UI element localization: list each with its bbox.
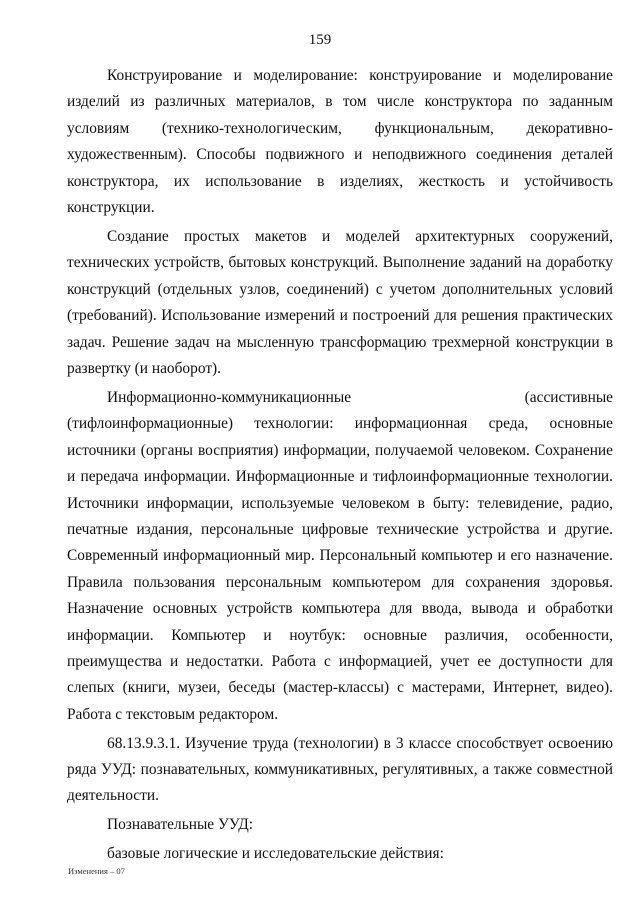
paragraph-cognitive-uud-heading: Познавательные УУД: xyxy=(107,816,253,834)
paragraph-information-technologies: Информационно-коммуникационные (ассистивные (тифлоинформационные) технологии: информационная среда, основные источники (органы восприятия) информации, получаемой человеком. Сохранение и передача информации. Информационные и тифлоинформационные технологии. Источники информации, используемые человеком в быту: телевидение, радио, печатные издания, персональные цифровые технические устройства и другие. Современный информационный мир. Персональный компьютер и его назначение. Правила пользования персональным компьютером для сохранения здоровья. Назначение основных устройств компьютера для ввода, вывода и обработки информации. Компьютер и ноутбук: основные различия, особенности, преимущества и недостатки. Работа с информацией, учет ее доступности для слепых (книги, музеи, беседы (мастер-классы) с мастерами, Интернет, видео). Работа с текстовым редактором. xyxy=(67,388,613,723)
paragraph-construction-modeling: Конструирование и моделирование: конструирование и моделирование изделий из различных материалов, в том числе конструктора по заданным условиям (технико-технологическим, функциональным, декоративно-художественным). Способы подвижного и неподвижного соединения деталей конструктора, их использование в изделиях, жесткость и устойчивость конструкции. xyxy=(67,67,613,217)
footer-revision-note: Изменения – 07 xyxy=(68,866,125,876)
paragraph-models-creation: Создание простых макетов и моделей архитектурных сооружений, технических устройств, бытовых конструкций. Выполнение заданий на доработку конструкций (отдельных узлов, соединений) с учетом дополнительных условий (требований). Использование измерений и построений для решения практических задач. Решение задач на мысленную трансформацию трехмерной конструкции в развертку (и наоборот). xyxy=(67,227,613,377)
paragraph-basic-logical-actions: базовые логические и исследовательские действия: xyxy=(107,845,444,863)
document-body xyxy=(67,63,613,868)
paragraph-section-68-13-9-3-1: 68.13.9.3.1. Изучение труда (технологии) в 3 классе способствует освоению ряда УУД: познавательных, коммуникативных, регулятивных, а также совместной деятельности. xyxy=(67,734,613,805)
page-number: 159 xyxy=(308,32,332,48)
